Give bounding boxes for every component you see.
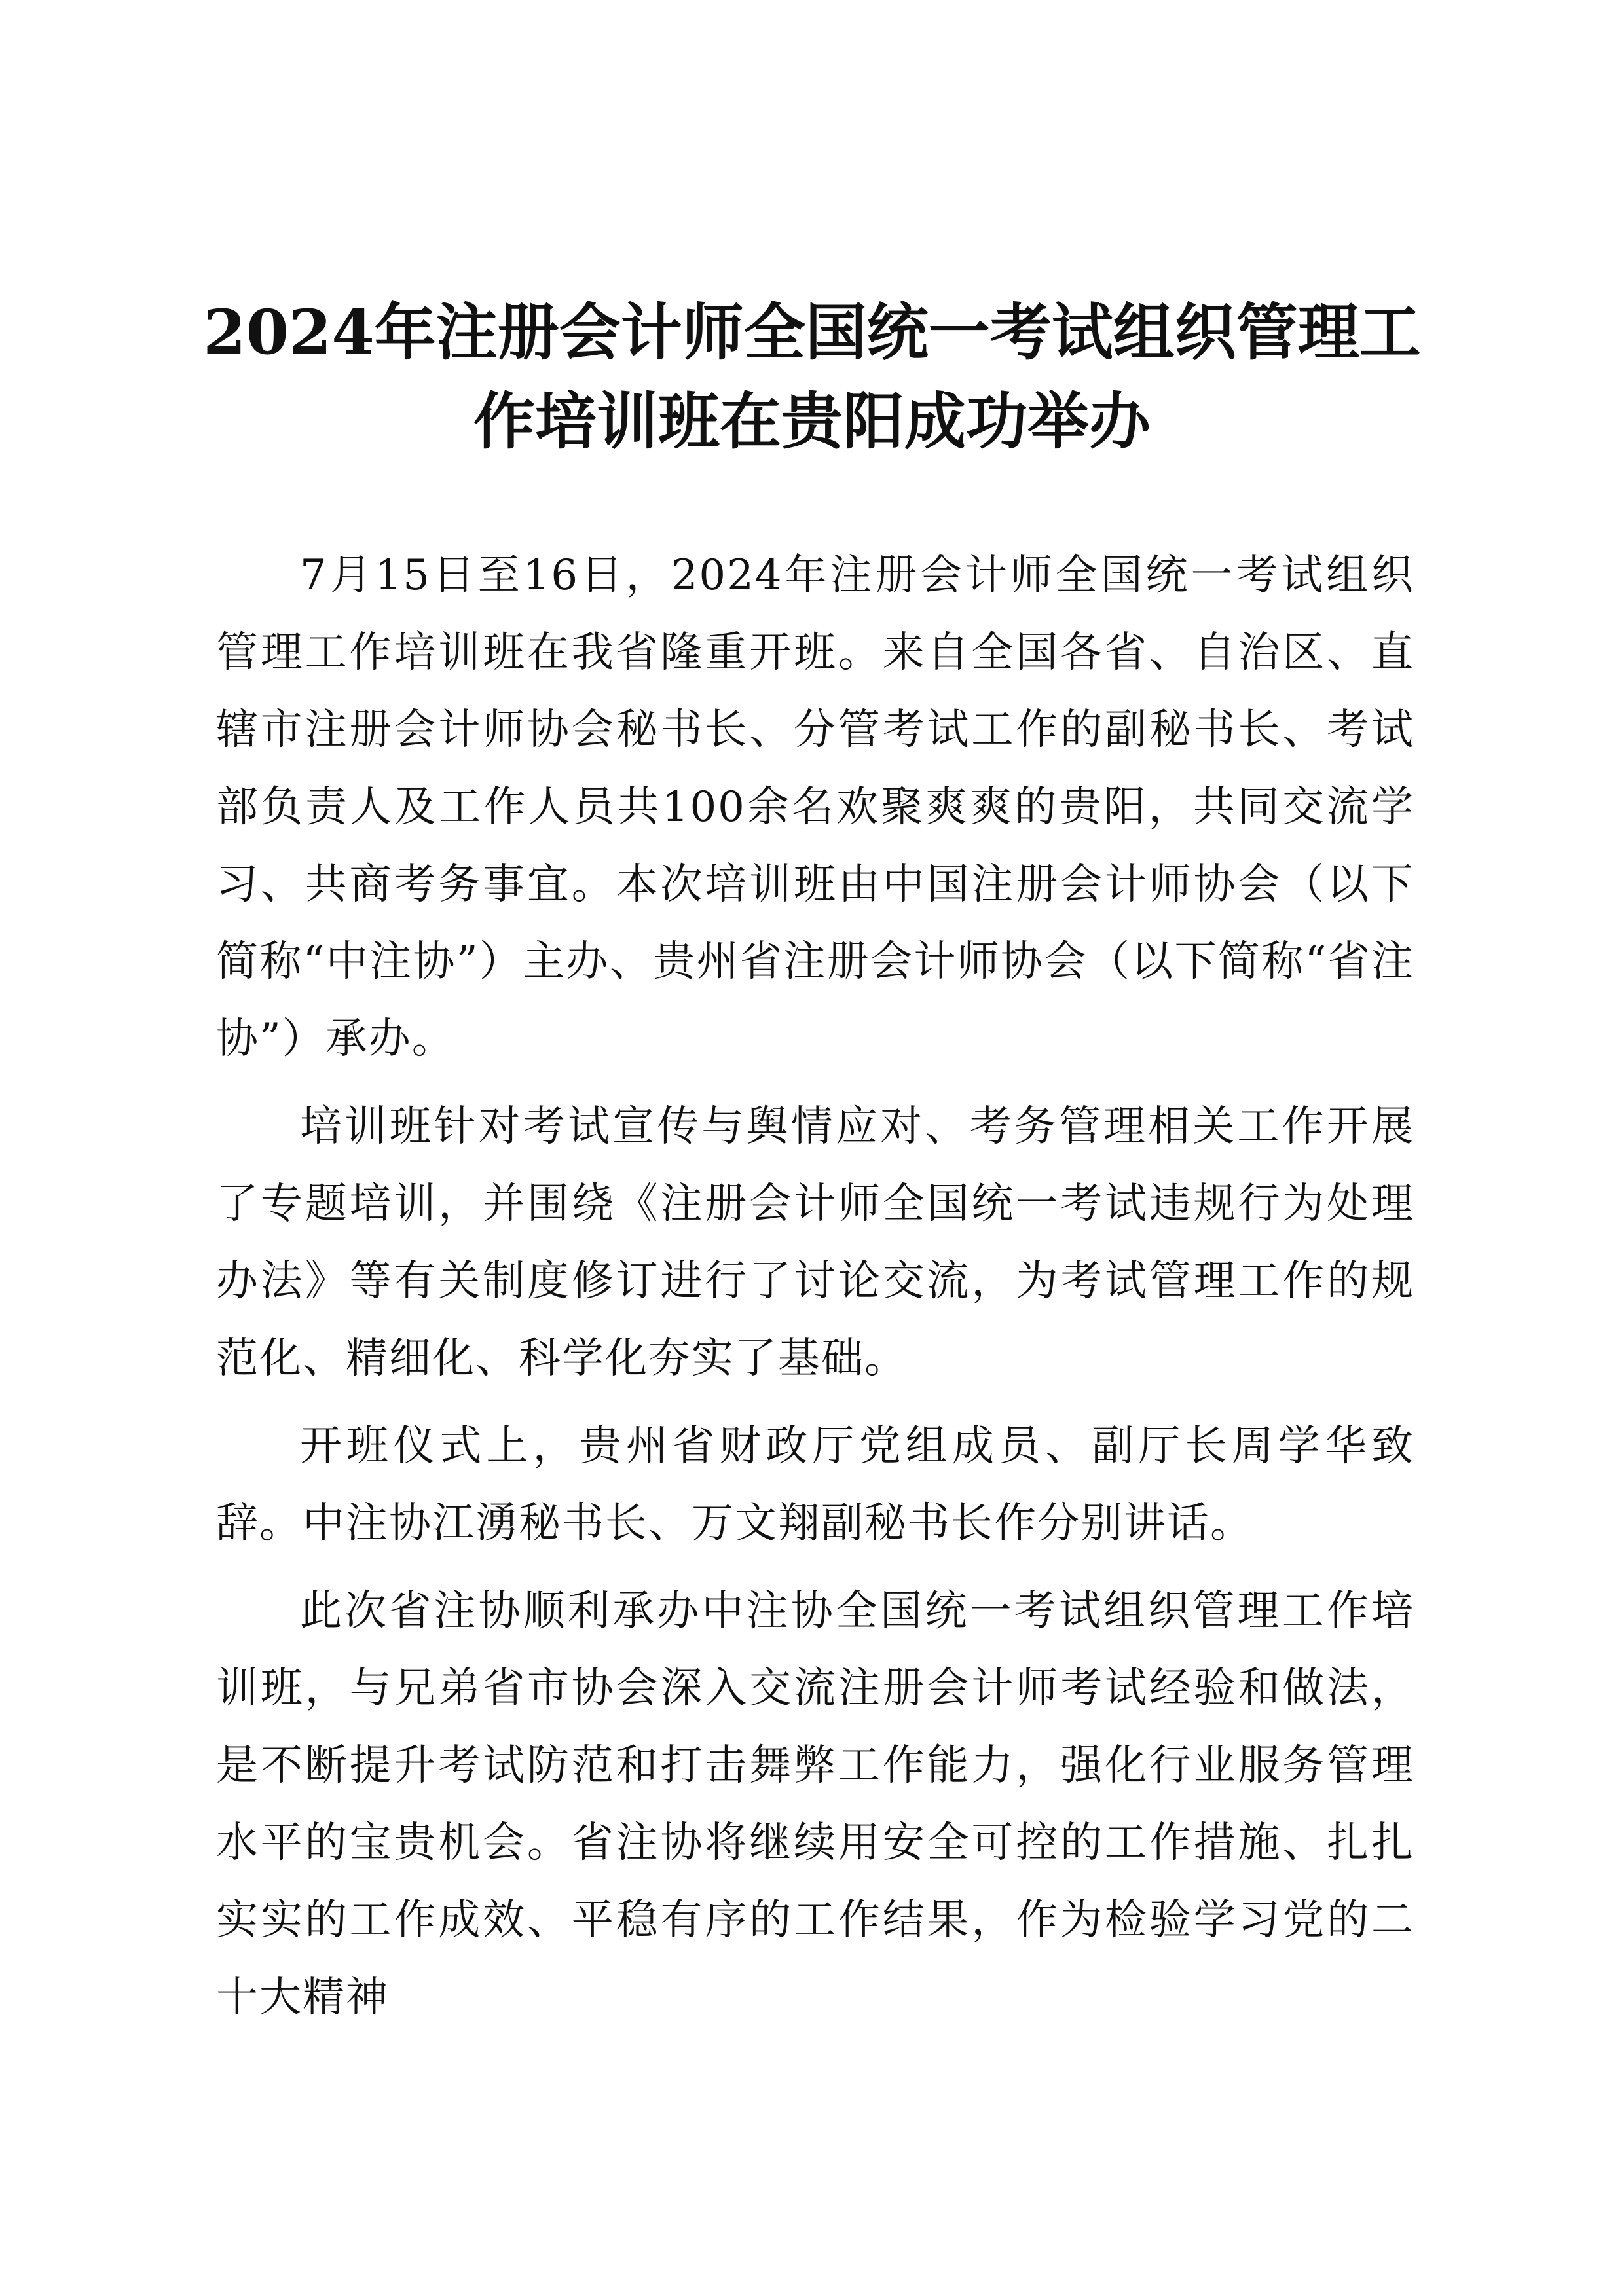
paragraph-2: 培训班针对考试宣传与舆情应对、考务管理相关工作开展了专题培训，并围绕《注册会计师全国统一考试违规行为处理办法》等有关制度修订进行了讨论交流，为考试管理工作的规范化、精细化、科学化夯实了基础。 bbox=[216, 1102, 1414, 1383]
document-body bbox=[216, 537, 1414, 2047]
paragraph-1: 7月15日至16日，2024年注册会计师全国统一考试组织管理工作培训班在我省隆重开班。来自全国各省、自治区、直辖市注册会计师协会秘书长、分管考试工作的副秘书长、考试部负责人及工作人员共100余名欢聚爽爽的贵阳，共同交流学习、共商考务事宜。本次培训班由中国注册会计师协会（以下简称“中注协”）主办、贵州省注册会计师协会（以下简称“省注协”）承办。 bbox=[216, 551, 1414, 1063]
paragraph-3: 开班仪式上，贵州省财政厅党组成员、副厅长周学华致辞。中注协江湧秘书长、万文翔副秘书长作分别讲话。 bbox=[216, 1422, 1414, 1548]
paragraph-4: 此次省注协顺利承办中注协全国统一考试组织管理工作培训班，与兄弟省市协会深入交流注册会计师考试经验和做法，是不断提升考试防范和打击舞弊工作能力，强化行业服务管理水平的宝贵机会。省注协将继续用安全可控的工作措施、扎扎实实的工作成效、平稳有序的工作结果，作为检验学习党的二十大精神 bbox=[216, 1587, 1414, 2022]
document-title: 2024年注册会计师全国统一考试组织管理工作培训班在贵阳成功举办 bbox=[203, 297, 1421, 458]
